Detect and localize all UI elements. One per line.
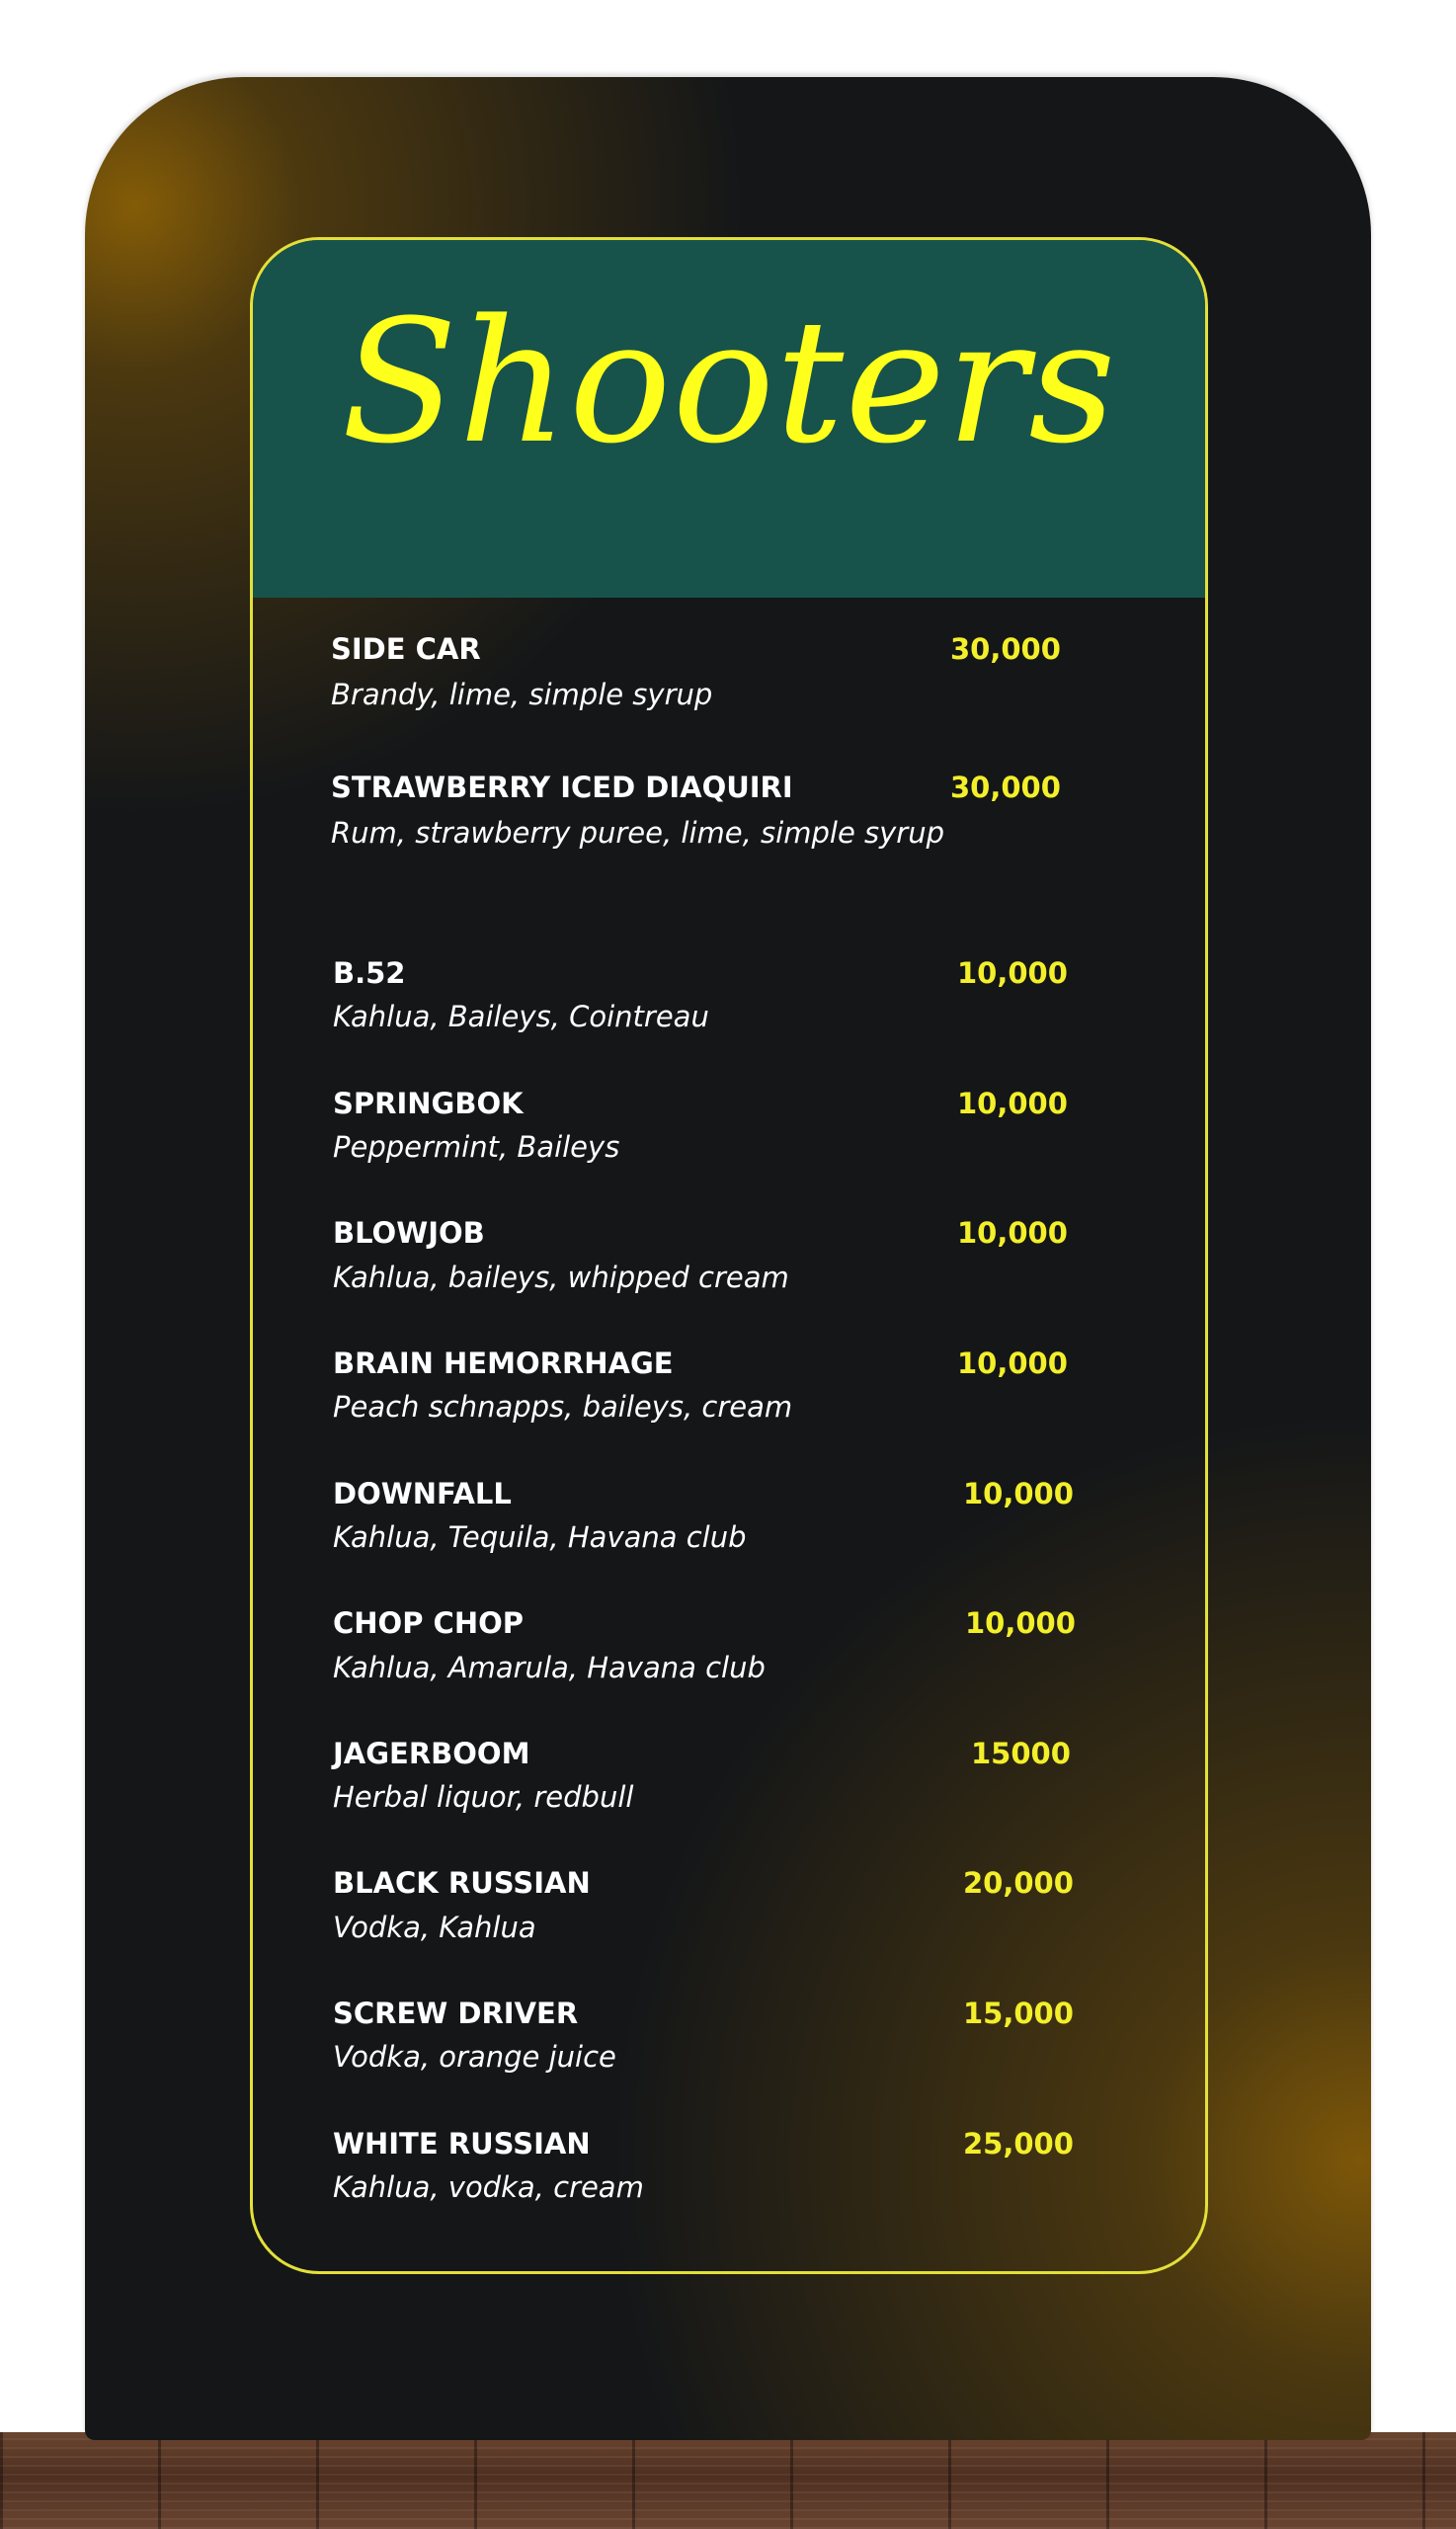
item-desc: Kahlua, Tequila, Havana club [333,1520,747,1554]
item-price: 15,000 [963,1997,1074,2030]
item-price: 20,000 [963,1866,1074,1900]
item-price: 10,000 [965,1606,1076,1640]
item-desc: Kahlua, Amarula, Havana club [333,1651,766,1684]
item-desc: Vodka, orange juice [333,2040,616,2074]
item-name: CHOP CHOP [333,1606,525,1640]
menu-title: Shooters [341,283,1117,481]
item-price: 10,000 [957,1087,1068,1120]
item-desc: Herbal liquor, redbull [333,1780,634,1814]
item-name: STRAWBERRY ICED DIAQUIRI [331,771,793,804]
item-price: 30,000 [950,632,1061,666]
item-name: SPRINGBOK [333,1087,524,1120]
item-desc: Brandy, lime, simple syrup [331,678,713,711]
item-desc: Vodka, Kahlua [333,1911,536,1944]
item-name: BLOWJOB [333,1216,485,1250]
item-name: SIDE CAR [331,632,481,666]
item-name: JAGERBOOM [333,1737,530,1770]
item-price: 15000 [971,1737,1071,1770]
item-price: 10,000 [957,1346,1068,1380]
item-price: 25,000 [963,2127,1074,2161]
item-price: 10,000 [957,956,1068,990]
menu-card [250,237,1208,2274]
item-price: 10,000 [963,1477,1074,1510]
item-name: WHITE RUSSIAN [333,2127,591,2161]
item-desc: Kahlua, vodka, cream [333,2170,644,2204]
item-name: SCREW DRIVER [333,1997,579,2030]
menu-header [253,240,1205,598]
wooden-floor [0,2432,1456,2529]
item-desc: Peppermint, Baileys [333,1130,620,1164]
item-name: B.52 [333,956,406,990]
item-desc: Peach schnapps, baileys, cream [333,1390,793,1424]
item-name: BLACK RUSSIAN [333,1866,591,1900]
item-price: 10,000 [957,1216,1068,1250]
item-desc: Rum, strawberry puree, lime, simple syrup [331,816,944,850]
item-desc: Kahlua, Baileys, Cointreau [333,1000,709,1033]
item-name: DOWNFALL [333,1477,512,1510]
item-name: BRAIN HEMORRHAGE [333,1346,674,1380]
item-desc: Kahlua, baileys, whipped cream [333,1261,789,1294]
item-price: 30,000 [950,771,1061,804]
